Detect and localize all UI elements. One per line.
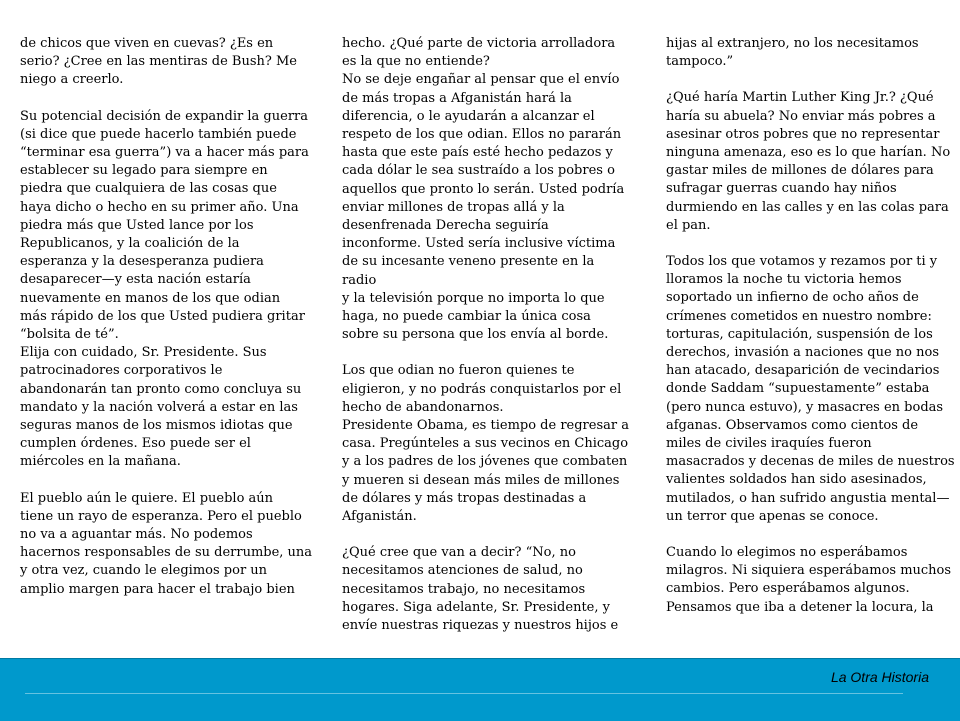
paragraph: hecho. ¿Qué parte de victoria arrolladora es la que no entiende? (342, 36, 616, 70)
footer-bar (0, 658, 960, 721)
paragraph: Su potencial decisión de expandir la guerra (si dice que puede hacerlo también puede “terminar esa guerra”) va a hacer más para establecer su legado para siempre en piedra que cualquiera de las cosas que haya dicho o hecho en su primer año. Una piedra más que Usted lance por los Republicanos, y la coalición de la esperanza y la desesperanza pudiera desaparecer—y esta nación estaría nuevamente en manos de los que odian más rápido de los que Usted pudiera gritar “bolsita de té”. (20, 108, 309, 343)
paragraph: hijas al extranjero, no los necesitamos tampoco.” (666, 36, 919, 70)
paragraph: Los que odian no fueron quienes te eligieron, y no podrás conquistarlos por el hecho de abandonarnos. (342, 363, 622, 415)
text-column-middle (342, 35, 632, 635)
paragraph: de chicos que viven en cuevas? ¿Es en serio? ¿Cree en las mentiras de Bush? Me niego a creerlo. (20, 36, 297, 88)
paragraph: Elija con cuidado, Sr. Presidente. Sus patrocinadores corporativos le abandonarán tan pronto como concluya su mandato y la nación volverá a estar en las seguras manos de los mismos idiotas que cumplen órdenes. Eso puede ser el miércoles en la mañana. (20, 345, 302, 470)
paragraph: ¿Qué haría Martin Luther King Jr.? ¿Qué haría su abuela? No enviar más pobres a asesinar otros pobres que no representar ninguna amenaza, eso es lo que harían. No gastar miles de millones de dólares para sufragar guerras cuando hay niños durmiendo en las calles y en las colas para el pan. (666, 90, 951, 233)
paragraph: No se deje engañar al pensar que el envío de más tropas a Afganistán hará la diferencia, o le ayudarán a alcanzar el respeto de los que odian. Ellos no pararán hasta que este país esté hecho pedazos y cada dólar le sea sustraído a los pobres o aquellos que pronto lo serán. Usted podría enviar millones de tropas allá y la desenfrenada Derecha seguiría inconforme. Usted sería inclusive víctima de su incesante veneno presente en la radio y la televisión porque no importa lo que haga, no puede cambiar la única cosa sobre su persona que los envía al borde. (342, 72, 625, 343)
paragraph: ¿Qué cree que van a decir? “No, no necesitamos atenciones de salud, no necesitamos trabajo, no necesitamos hogares. Siga adelante, Sr. Presidente, y envíe nuestras riquezas y nuestros hijos e (342, 545, 619, 634)
paragraph: Cuando lo elegimos no esperábamos milagros. Ni siquiera esperábamos muchos cambios. Pero esperábamos algunos. Pensamos que iba a detener la locura, la (666, 545, 952, 615)
paragraph: Todos los que votamos y rezamos por ti y lloramos la noche tu victoria hemos soportado un infierno de ocho años de crímenes cometidos en nuestro nombre: torturas, capitulación, suspensión de los derechos, invasión a naciones que no nos han atacado, desaparición de vecindarios donde Saddam “supuestamente” estaba (pero nunca estuvo), y masacres en bodas afganas. Observamos como cientos de miles de civiles iraquíes fueron masacrados y decenas de miles de nuestros valientes soldados han sido asesinados, mutilados, o han sufrido angustia mental— un terror que apenas se conoce. (666, 254, 955, 524)
paragraph: Presidente Obama, es tiempo de regresar a casa. Pregúnteles a sus vecinos en Chicago y a los padres de los jóvenes que combaten y mueren si desean más miles de millones de dólares y más tropas destinadas a Afganistán. (342, 418, 629, 525)
text-column-right (666, 35, 956, 617)
text-column-left (20, 35, 320, 599)
paragraph: El pueblo aún le quiere. El pueblo aún tiene un rayo de esperanza. Pero el pueblo no va a aguantar más. No podemos hacernos responsables de su derrumbe, una y otra vez, cuando le elegimos por un amplio margen para hacer el trabajo bien (20, 490, 313, 597)
footer-title: La Otra Historia (830, 669, 929, 685)
footer-divider (25, 693, 903, 694)
